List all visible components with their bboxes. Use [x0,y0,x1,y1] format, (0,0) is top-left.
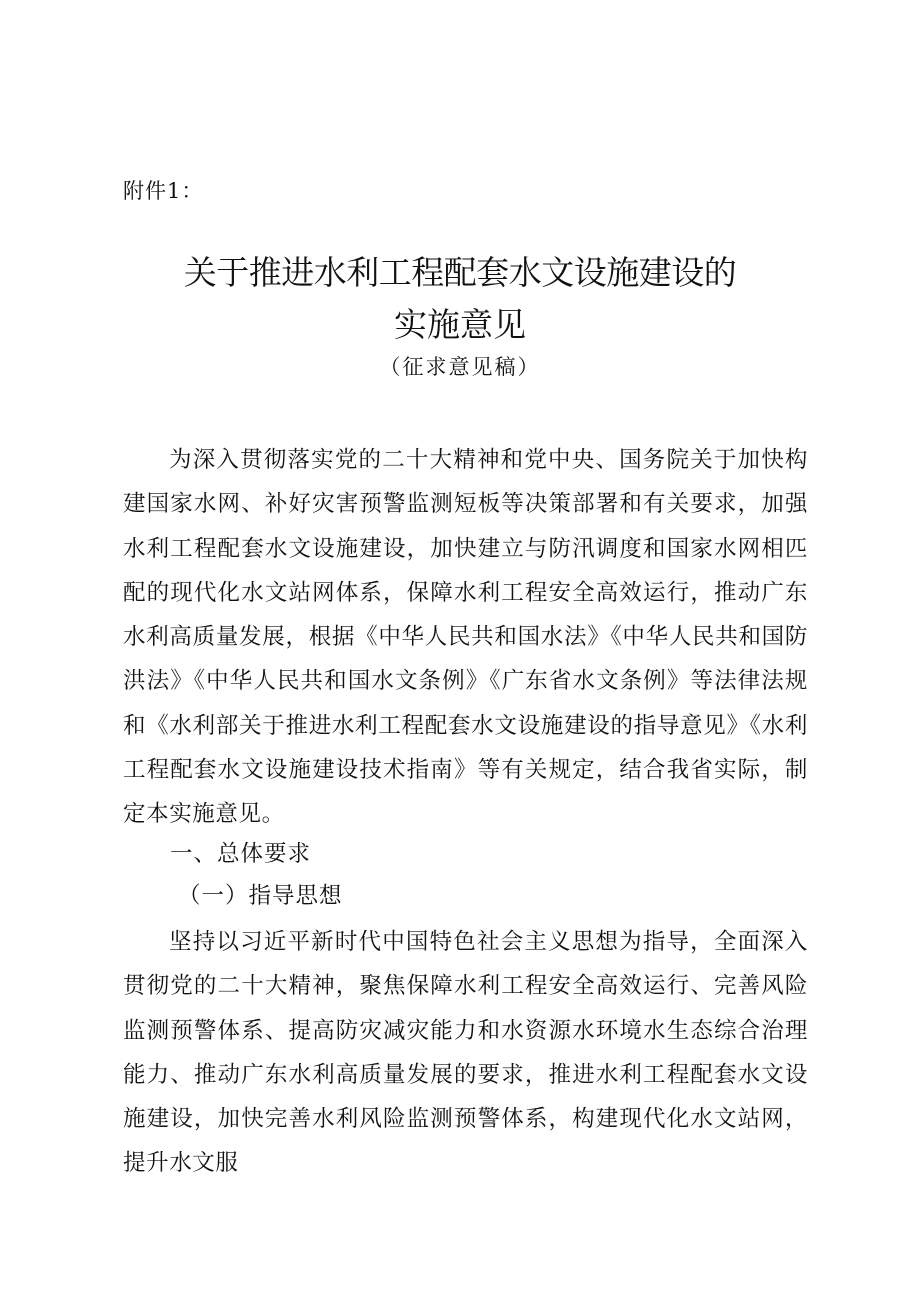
attachment-label: 附件1： [123,179,204,203]
section-heading: 一、总体要求 [170,841,312,867]
document-title-line-1: 关于推进水利工程配套水文设施建设的 [183,253,737,292]
document-subtitle: （征求意见稿） [379,355,541,379]
subsection-heading: （一）指导思想 [178,883,343,909]
guiding-paragraph: 坚持以习近平新时代中国特色社会主义思想为指导，全面深入贯彻党的二十大精神，聚焦保障水利工程安全高效运行、完善风险监测预警体系、提高防灾减灾能力和水资源水环境水生态综合治理能力、推动广东水利高质量发展的要求，推进水利工程配套水文设施建设，加快完善水利风险监测预警体系，构建现代化水文站网，提升水文服 [123,929,808,1177]
intro-paragraph: 为深入贯彻落实党的二十大精神和党中央、国务院关于加快构建国家水网、补好灾害预警监测短板等决策部署和有关要求，加强水利工程配套水文设施建设，加快建立与防汛调度和国家水网相匹配的现代化水文站网体系，保障水利工程安全高效运行，推动广东水利高质量发展，根据《中华人民共和国水法》《中华人民共和国防洪法》《中华人民共和国水文条例》《广东省水文条例》等法律法规和《水利部关于推进水利工程配套水文设施建设的指导意见》《水利工程配套水文设施建设技术指南》等有关规定，结合我省实际，制定本实施意见。 [123,447,808,828]
document-title-line-2: 实施意见 [394,305,526,344]
